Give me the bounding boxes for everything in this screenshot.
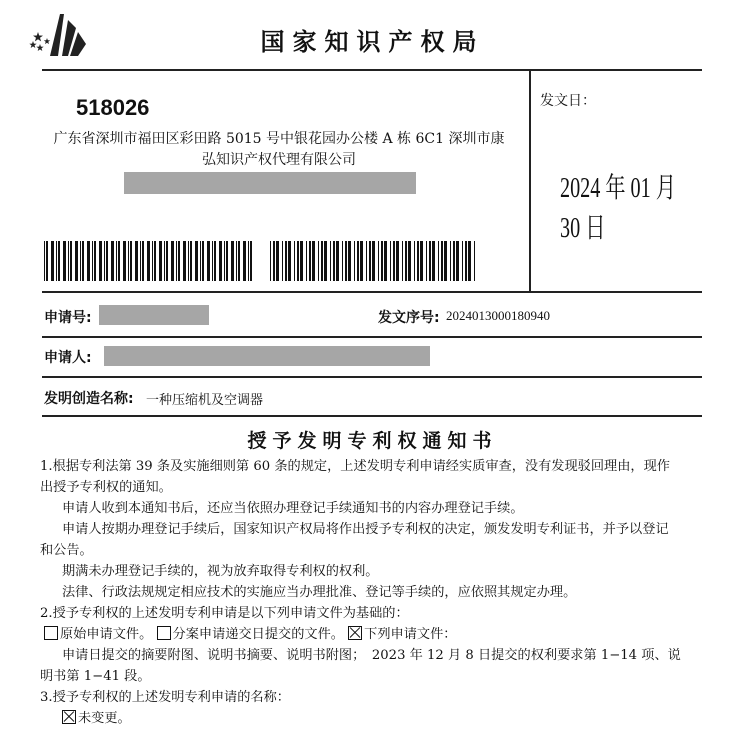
notice-title: 授予发明专利权通知书 — [247, 430, 498, 452]
application-number-label: 申请号: — [44, 310, 92, 326]
invention-title-label: 发明创造名称: — [44, 391, 134, 407]
applicant-label: 申请人: — [44, 350, 92, 366]
redacted-recipient-name — [124, 172, 416, 194]
divider — [42, 376, 702, 378]
barcode — [270, 241, 476, 281]
paragraph: 出授予专利权的通知。 — [40, 480, 172, 495]
address-line: 广东省深圳市福田区彩田路 5015 号中银花园办公楼 A 栋 6C1 深圳市康 — [53, 131, 505, 147]
office-name: 国家知识产权局 — [260, 28, 485, 56]
checkbox-divisional[interactable] — [157, 626, 171, 640]
option-label: 下列申请文件： — [364, 627, 457, 642]
serial-number: 2024013000180940 — [446, 308, 550, 323]
section-heading: 2.授予专利权的上述发明专利申请是以下列申请文件为基础的： — [40, 606, 409, 621]
dispatch-date-label: 发文日： — [540, 93, 596, 109]
address-line: 弘知识产权代理有限公司 — [202, 152, 356, 168]
divider — [529, 69, 531, 291]
divider — [42, 415, 702, 417]
divider — [42, 69, 702, 71]
dispatch-date: 2024 年 01 月 30 日 — [560, 173, 676, 244]
recipient-address — [44, 129, 514, 171]
checkbox-unchanged[interactable] — [62, 710, 76, 724]
checkbox-original[interactable] — [44, 626, 58, 640]
barcode — [44, 241, 254, 281]
paragraph: 申请人收到本通知书后，还应当依照办理登记手续通知书的内容办理登记手续。 — [62, 501, 524, 516]
paragraph: 和公告。 — [40, 543, 93, 558]
divider — [42, 291, 702, 293]
option-label: 未变更。 — [78, 711, 131, 726]
paragraph: 1.根据专利法第 39 条及实施细则第 60 条的规定，上述发明专利申请经实质审查，没有发现驳回理由，现作 — [40, 459, 670, 474]
application-documents-options — [40, 624, 708, 645]
divider — [42, 336, 702, 338]
paragraph: 明书第 1−41 段。 — [40, 669, 151, 684]
paragraph: 申请人按期办理登记手续后，国家知识产权局将作出授予专利权的决定，颁发发明专利证书，并予以登记 — [62, 522, 669, 537]
notice-body — [40, 456, 708, 729]
paragraph: 申请日提交的摘要附图、说明书摘要、说明书附图； 2023 年 12 月 8 日提交的权利要求第 1−14 项、说 — [62, 648, 681, 663]
serial-number-label: 发文序号: — [378, 310, 440, 326]
redacted-applicant — [104, 346, 430, 366]
postcode: 518026 — [76, 95, 150, 120]
name-options — [40, 708, 708, 729]
option-label: 分案申请递交日提交的文件。 — [172, 627, 344, 642]
barcode-bars — [44, 241, 254, 281]
redacted-application-number — [99, 305, 209, 325]
barcode-bars — [270, 241, 476, 281]
checkbox-following[interactable] — [348, 626, 362, 640]
option-label: 原始申请文件。 — [60, 627, 153, 642]
section-heading: 3.授予专利权的上述发明专利申请的名称： — [40, 690, 290, 705]
invention-title: 一种压缩机及空调器 — [146, 393, 264, 408]
paragraph: 法律、行政法规规定相应技术的实施应当办理批准、登记等手续的，应依照其规定办理。 — [62, 585, 577, 600]
paragraph: 期满未办理登记手续的，视为放弃取得专利权的权利。 — [62, 564, 379, 579]
